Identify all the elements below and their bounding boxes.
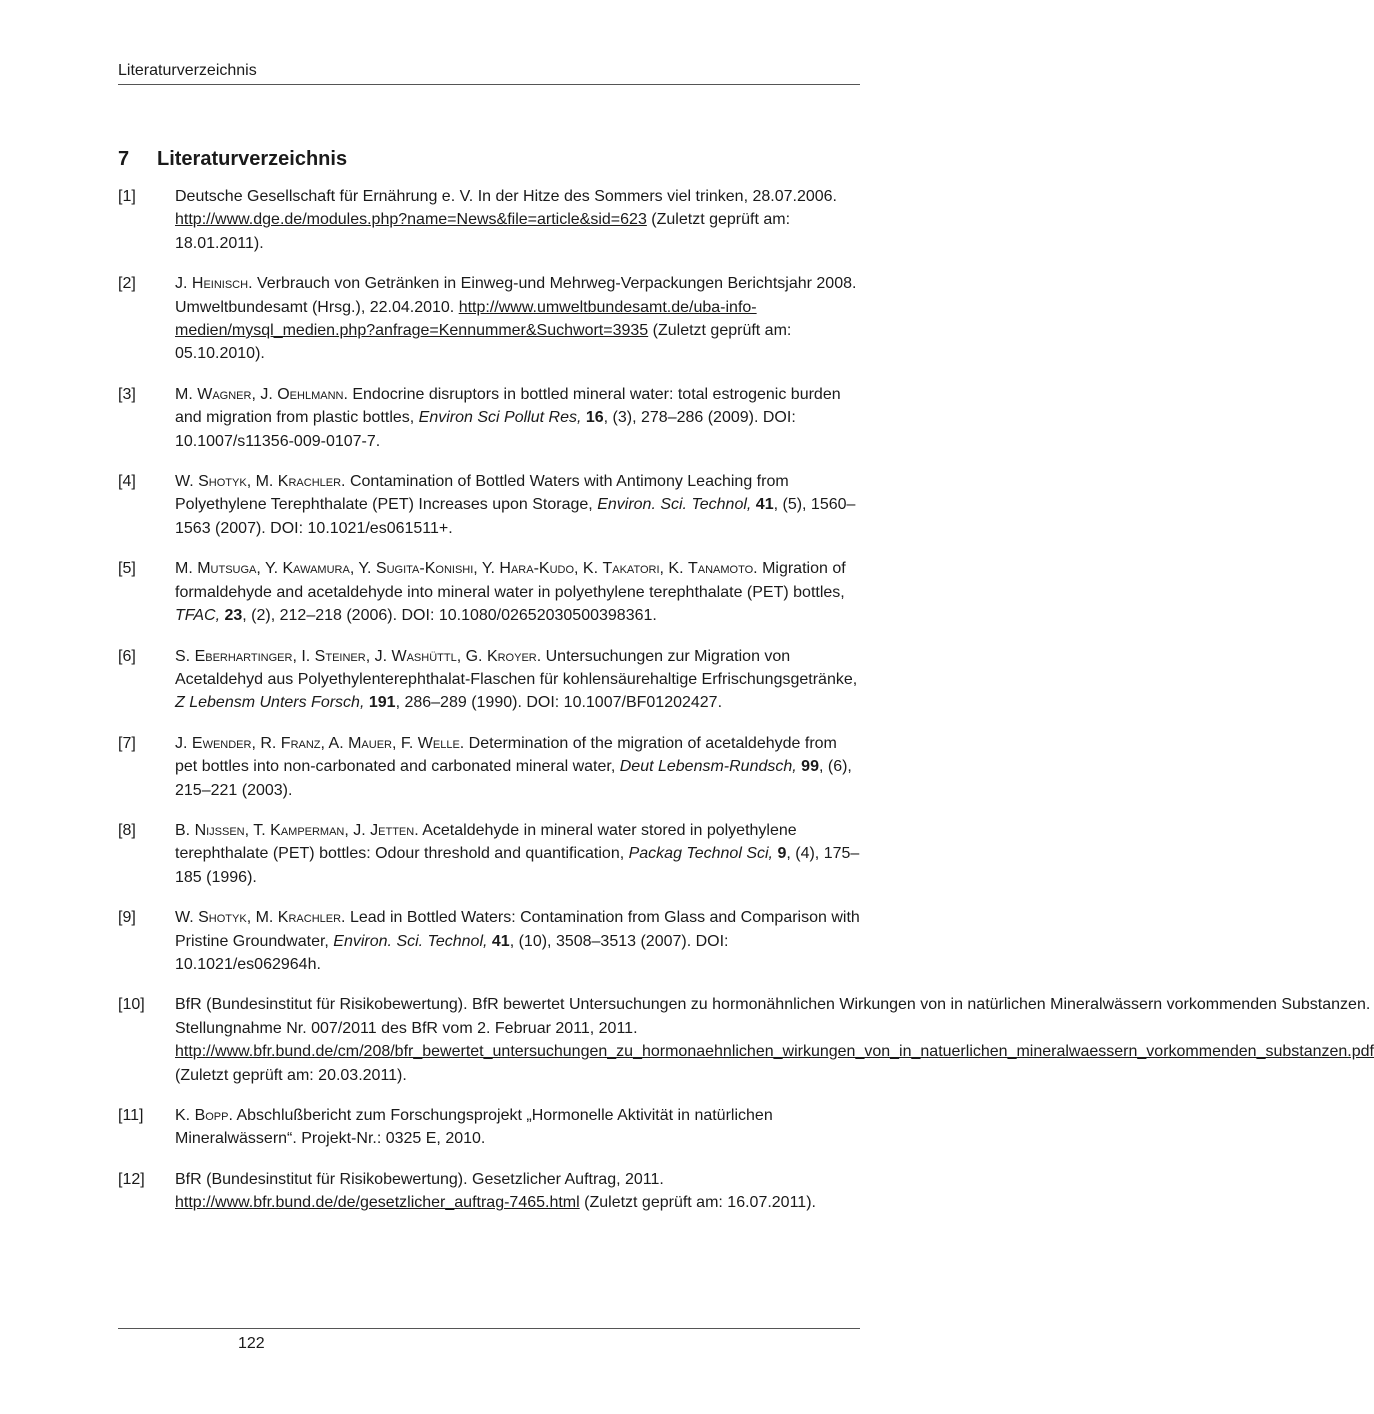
- volume-number: 41: [491, 932, 510, 950]
- reference-text-segment: BfR (Bundesinstitut für Risikobewertung). Gesetzlicher Auftrag, 2011.: [175, 1170, 664, 1188]
- reference-text: [175, 993, 1374, 1087]
- journal-name: Deut Lebensm-Rundsch,: [619, 758, 797, 776]
- author-surname: Mauer: [348, 734, 392, 752]
- volume-number: 41: [755, 496, 774, 514]
- volume-number: 191: [368, 694, 396, 712]
- section-title: Literaturverzeichnis: [157, 148, 348, 170]
- reference-link[interactable]: http://www.bfr.bund.de/de/gesetzlicher_auftrag-7465.html: [175, 1194, 580, 1212]
- reference-text-segment: , R.: [251, 734, 281, 752]
- reference-text-segment: . Abschlußbericht zum Forschungsprojekt „Hormonelle Aktivität in natürlichen Mineralwässern“. Projekt-Nr.: 0325 E, 2010.: [175, 1107, 773, 1148]
- author-surname: Kawamura: [282, 560, 350, 578]
- reference-text-segment: M.: [175, 560, 198, 578]
- reference-text-segment: M.: [175, 385, 198, 403]
- reference-text-segment: (Zuletzt geprüft am: 16.07.2011).: [579, 1194, 816, 1212]
- reference-text-segment: , T.: [244, 821, 271, 839]
- reference-text-segment: . Endocrine disruptors in bottled mineral water: total estrogenic burden and migration from plastic bottles,: [175, 385, 841, 427]
- reference-text: [175, 557, 860, 627]
- author-surname: Nijssen: [194, 821, 245, 839]
- reference-text: [175, 272, 860, 366]
- author-surname: Heinisch: [191, 275, 249, 293]
- reference-text-segment: J.: [175, 734, 192, 752]
- reference-number: [5]: [118, 560, 136, 578]
- reference-text-segment: (Zuletzt geprüft am: 20.03.2011).: [175, 1066, 407, 1084]
- reference-text-segment: W.: [175, 909, 199, 927]
- reference-list: [118, 185, 1374, 1232]
- section-heading: [118, 146, 347, 172]
- reference-text-segment: , Y.: [256, 560, 283, 578]
- reference-item: [118, 1168, 860, 1215]
- journal-name: Packag Technol Sci,: [628, 845, 773, 863]
- reference-text: [175, 1168, 860, 1215]
- reference-text: [175, 1104, 860, 1151]
- author-surname: Hara-Kudo: [499, 560, 575, 578]
- author-surname: Sugita-Konishi: [375, 560, 474, 578]
- reference-text-segment: , (2), 212–218 (2006). DOI: 10.1080/02652030500398361.: [242, 607, 657, 625]
- reference-link[interactable]: http://www.umweltbundesamt.de/uba-info-medien/mysql_medien.php?anfrage=Kennummer&Suchwort=3935: [175, 298, 757, 340]
- reference-text-segment: W.: [175, 473, 199, 491]
- reference-text-segment: , M.: [246, 909, 278, 927]
- author-surname: Oehlmann: [277, 385, 344, 403]
- author-surname: Jetten: [370, 821, 415, 839]
- reference-text-segment: , K.: [574, 560, 603, 578]
- journal-name: Z Lebensm Unters Forsch,: [175, 694, 365, 712]
- reference-item: [118, 185, 860, 255]
- reference-text-segment: B.: [175, 821, 195, 839]
- reference-number: [8]: [118, 821, 136, 839]
- reference-text-segment: (Zuletzt geprüft am: 05.10.2010).: [175, 322, 792, 363]
- reference-number: [11]: [118, 1107, 144, 1124]
- reference-number: [10]: [118, 996, 145, 1014]
- author-surname: Takatori: [602, 560, 660, 578]
- journal-name: TFAC,: [175, 607, 221, 625]
- reference-text-segment: , A.: [320, 734, 349, 752]
- journal-name: Environ. Sci. Technol,: [333, 932, 488, 950]
- running-header: [118, 60, 860, 85]
- reference-number: [4]: [118, 473, 136, 491]
- reference-text-segment: , 286–289 (1990). DOI: 10.1007/BF01202427.: [395, 694, 723, 712]
- reference-text-segment: Deutsche Gesellschaft für Ernährung e. V. In der Hitze des Sommers viel trinken, 28.07.2006.: [175, 188, 837, 205]
- reference-number: [6]: [118, 647, 136, 665]
- reference-text-segment: , G.: [456, 647, 487, 665]
- author-surname: Bopp: [194, 1107, 229, 1124]
- reference-number: [2]: [118, 275, 136, 293]
- reference-link[interactable]: http://www.dge.de/modules.php?name=News&file=article&sid=623: [175, 211, 647, 229]
- reference-text-segment: . Migration of formaldehyde and acetaldehyde into mineral water in polyethylene terephthalate (PET) bottles,: [175, 560, 846, 601]
- reference-text-segment: . Acetaldehyde in mineral water stored in polyethylene terephthalate (PET) bottles: Odour threshold and quantification,: [175, 821, 797, 863]
- reference-text-segment: , Y.: [349, 560, 376, 578]
- reference-text-segment: . Untersuchungen zur Migration von Acetaldehyd aus Polyethylenterephthalat-Flaschen für kohlensäurehaltige Erfrischungsgetränke,: [175, 647, 858, 688]
- reference-text-segment: . Lead in Bottled Waters: Contamination from Glass and Comparison with Pristine Groundwater,: [175, 909, 860, 950]
- reference-text-segment: (Zuletzt geprüft am: 18.01.2011).: [175, 211, 791, 252]
- reference-text-segment: , (10), 3508–3513 (2007). DOI: 10.1021/es062964h.: [175, 932, 729, 973]
- footer-rule: [118, 1328, 860, 1329]
- reference-text: [175, 645, 860, 715]
- reference-item: [118, 383, 860, 453]
- reference-text: [175, 906, 860, 976]
- author-surname: Kamperman: [270, 821, 345, 839]
- reference-text-segment: , F.: [391, 734, 418, 752]
- author-surname: Washüttl: [391, 647, 457, 665]
- reference-number: [12]: [118, 1170, 145, 1188]
- reference-text-segment: BfR (Bundesinstitut für Risikobewertung). BfR bewertet Untersuchungen zu hormonähnlichen Wirkungen von in natürlichen Mineralwässern vorkommenden Substanzen. Stellungnahme Nr. 007/2011 des BfR vom 2. Februar 2011, 2011.: [175, 996, 1371, 1037]
- reference-item: [118, 732, 860, 802]
- author-surname: Franz: [280, 734, 321, 752]
- reference-text: [175, 819, 860, 889]
- author-surname: Shotyk: [198, 909, 247, 927]
- reference-text-segment: . Determination of the migration of acetaldehyde from pet bottles into non-carbonated and carbonated mineral water,: [175, 734, 837, 776]
- author-surname: Mutsuga: [197, 560, 257, 578]
- reference-item: [118, 470, 860, 540]
- reference-text-segment: , K.: [659, 560, 688, 578]
- author-surname: Welle: [417, 734, 460, 752]
- reference-text: [175, 383, 860, 453]
- reference-text-segment: , I.: [292, 647, 315, 665]
- author-surname: Eberhartinger: [194, 647, 293, 665]
- reference-item: [118, 993, 1374, 1087]
- reference-text-segment: J.: [175, 275, 192, 293]
- volume-number: 9: [777, 845, 787, 863]
- reference-item: [118, 272, 860, 366]
- author-surname: Krachler: [277, 473, 342, 491]
- running-header-title: Literaturverzeichnis: [118, 62, 257, 79]
- volume-number: 23: [224, 607, 243, 625]
- author-surname: Wagner: [197, 385, 252, 403]
- reference-text-segment: , (6), 215–221 (2003).: [175, 758, 852, 799]
- reference-item: [118, 906, 860, 976]
- author-surname: Tanamoto: [687, 560, 754, 578]
- reference-text: [175, 732, 860, 802]
- reference-number: [7]: [118, 734, 136, 752]
- reference-text-segment: , J.: [251, 385, 278, 403]
- volume-number: 99: [801, 758, 819, 776]
- reference-number: [3]: [118, 385, 136, 403]
- author-surname: Kroyer: [486, 647, 537, 665]
- reference-link[interactable]: http://www.bfr.bund.de/cm/208/bfr_bewertet_untersuchungen_zu_hormonaehnlichen_wirkungen_von_in_natuerlichen_mineralwaessern_vorkommenden_substanzen.pdf: [175, 1043, 1374, 1061]
- section-number: 7: [118, 148, 130, 170]
- reference-text-segment: , (5), 1560–1563 (2007). DOI: 10.1021/es061511+.: [175, 496, 856, 537]
- reference-text-segment: , J.: [365, 647, 392, 665]
- reference-item: [118, 819, 860, 889]
- reference-text-segment: K.: [175, 1107, 195, 1124]
- reference-text-segment: , (4), 175–185 (1996).: [175, 845, 860, 886]
- page-number: 122: [238, 1335, 265, 1352]
- reference-text: [175, 185, 860, 255]
- author-surname: Steiner: [314, 647, 366, 665]
- reference-text-segment: . Verbrauch von Getränken in Einweg-und Mehrweg-Verpackungen Berichtsjahr 2008. Umweltbundesamt (Hrsg.), 22.04.2010.: [175, 275, 857, 316]
- reference-item: [118, 557, 860, 627]
- reference-text: [175, 470, 860, 540]
- volume-number: 16: [585, 409, 604, 427]
- author-surname: Ewender: [191, 734, 252, 752]
- reference-text-segment: , Y.: [473, 560, 500, 578]
- reference-text-segment: . Contamination of Bottled Waters with Antimony Leaching from Polyethylene Terephthalate (PET) Increases upon Storage,: [175, 473, 789, 514]
- journal-name: Environ. Sci. Technol,: [597, 496, 752, 514]
- reference-item: [118, 645, 860, 715]
- reference-item: [118, 1104, 860, 1151]
- reference-text-segment: , J.: [344, 821, 371, 839]
- journal-name: Environ Sci Pollut Res,: [418, 409, 582, 427]
- reference-text-segment: , M.: [246, 473, 278, 491]
- author-surname: Shotyk: [198, 473, 247, 491]
- author-surname: Krachler: [277, 909, 342, 927]
- reference-number: [9]: [118, 909, 136, 927]
- reference-text-segment: S.: [175, 647, 195, 665]
- reference-number: [1]: [118, 188, 136, 205]
- reference-text-segment: , (3), 278–286 (2009). DOI: 10.1007/s11356-009-0107-7.: [175, 409, 796, 450]
